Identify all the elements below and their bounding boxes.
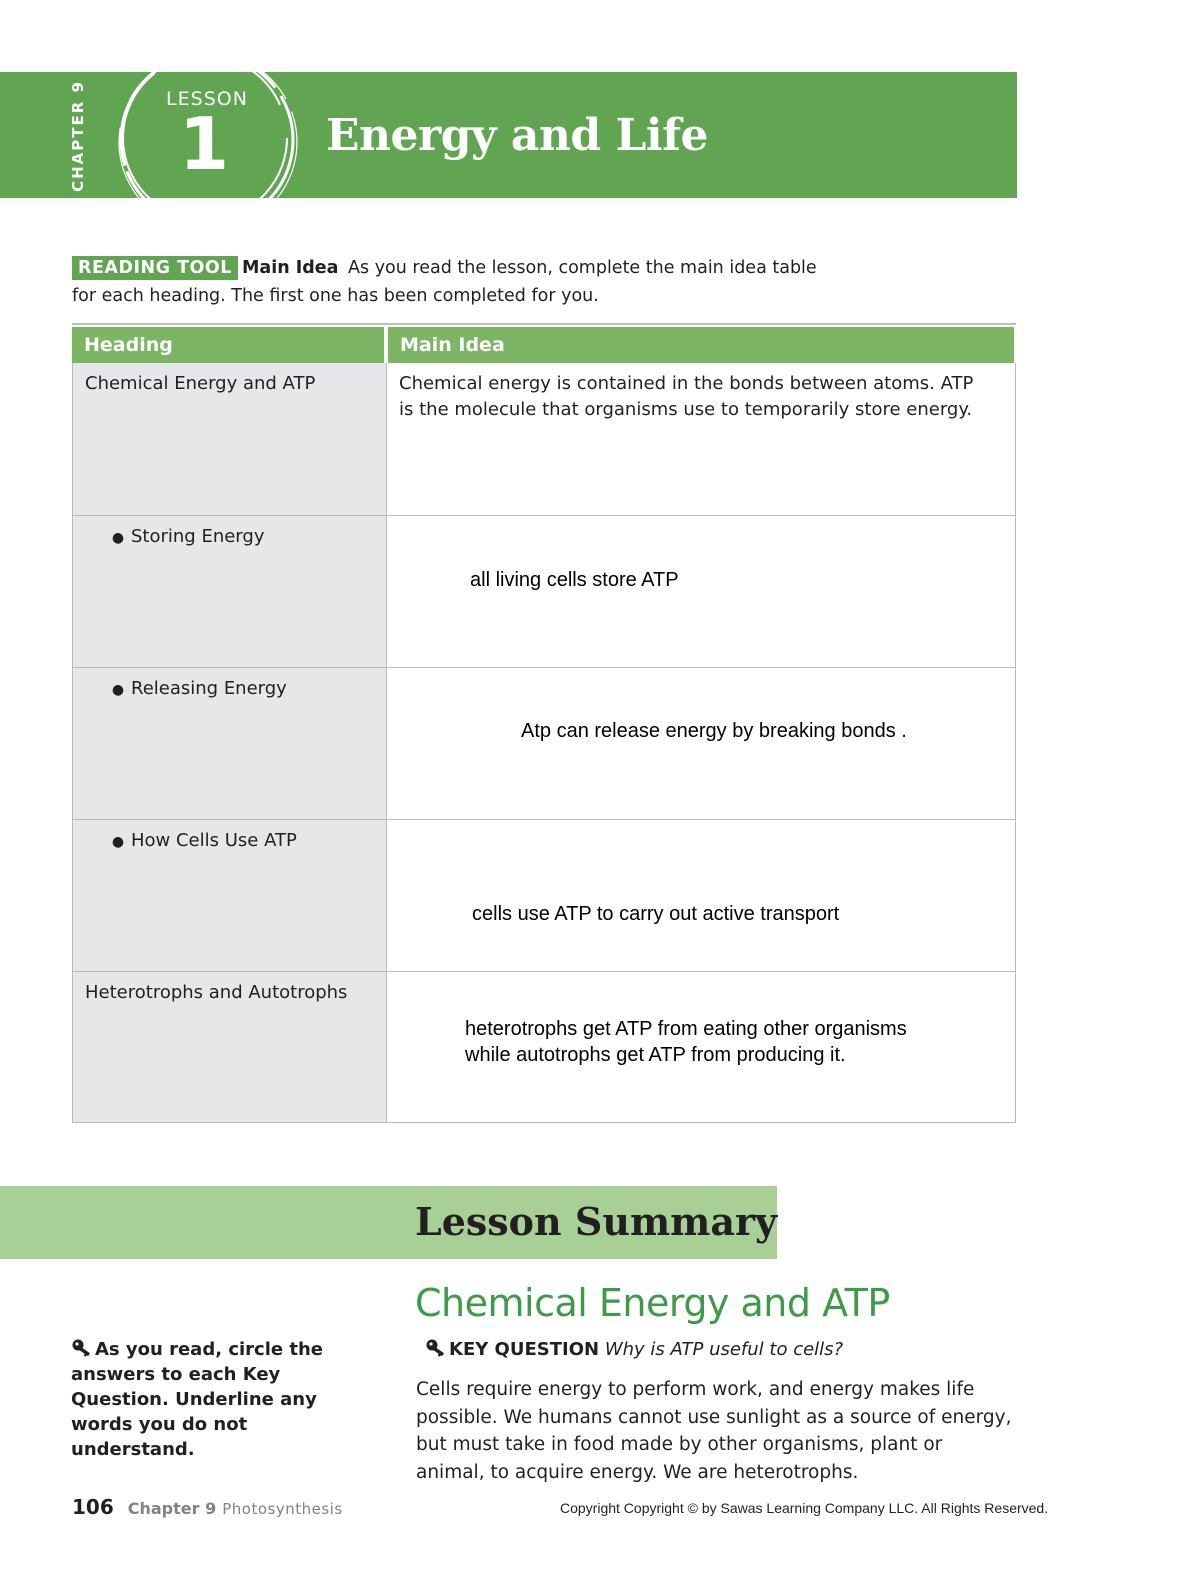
row-heading-cell: [72, 972, 387, 1122]
answer-text: Atp can release energy by breaking bonds .: [521, 720, 907, 742]
bullet-icon: ●: [111, 530, 125, 546]
row-heading-cell: [72, 668, 387, 819]
table-row: [72, 972, 1016, 1123]
main-idea-text: Chemical energy is contained in the bonds between atoms. ATP is the molecule that organisms use to temporarily store energy.: [399, 373, 974, 420]
chapter-label: CHAPTER 9: [69, 80, 87, 192]
answer-text-line-2: while autotrophs get ATP from producing it.: [465, 1044, 846, 1066]
table-row: [72, 820, 1016, 972]
page-title: Energy and Life: [326, 110, 709, 161]
key-question-text: Why is ATP useful to cells?: [604, 1339, 844, 1360]
key-icon: [425, 1338, 447, 1358]
page-footer: [72, 1495, 343, 1519]
column-header-main-idea: Main Idea: [388, 327, 1014, 363]
main-idea-cell[interactable]: [387, 363, 1016, 515]
side-note: [71, 1337, 371, 1462]
key-icon: [71, 1338, 93, 1358]
footer-chapter: Chapter 9: [127, 1499, 217, 1518]
copyright-notice: Copyright Copyright © by Sawas Learning Company LLC. All Rights Reserved.: [560, 1500, 1049, 1516]
section-title: Chemical Energy and ATP: [415, 1281, 890, 1325]
lesson-number: 1: [178, 102, 230, 186]
row-heading: How Cells Use ATP: [131, 830, 297, 851]
main-idea-cell[interactable]: [387, 972, 1016, 1122]
reading-tool-text: As you read the lesson, complete the main idea table for each heading. The first one has been completed for you.: [72, 258, 817, 306]
lesson-label: LESSON: [166, 88, 248, 110]
page-number: 106: [72, 1495, 114, 1519]
row-heading: Releasing Energy: [131, 678, 287, 699]
key-question-label: KEY QUESTION: [449, 1339, 600, 1360]
chapter-label-vertical: [58, 80, 98, 192]
table-header-row: [72, 323, 1016, 363]
answer-text-line-1: heterotrophs get ATP from eating other organisms: [465, 1018, 907, 1040]
main-idea-cell[interactable]: [387, 668, 1016, 819]
reading-tool-instructions: [72, 254, 832, 310]
bullet-icon: ●: [111, 834, 125, 850]
row-heading-cell: [72, 820, 387, 971]
reading-tool-tag: READING TOOL: [72, 256, 238, 280]
main-idea-table: [72, 323, 1016, 1123]
bullet-icon: ●: [111, 682, 125, 698]
row-heading: Heterotrophs and Autotrophs: [85, 982, 348, 1003]
answer-text: all living cells store ATP: [470, 569, 679, 591]
table-row: [72, 668, 1016, 820]
summary-paragraph: Cells require energy to perform work, and energy makes life possible. We humans cannot use sunlight as a source of energy, but must take in food made by other organisms, plant or animal, to acquire energy. We are heterotrophs.: [416, 1379, 1012, 1483]
column-header-heading: Heading: [72, 327, 384, 363]
row-heading-cell: [72, 363, 387, 515]
key-question: [425, 1337, 843, 1363]
row-heading-cell: [72, 516, 387, 667]
lesson-summary-title: Lesson Summary: [415, 1199, 778, 1244]
footer-topic: Photosynthesis: [222, 1500, 343, 1518]
reading-tool-label: Main Idea: [241, 258, 339, 278]
main-idea-cell[interactable]: [387, 516, 1016, 667]
table-row: [72, 363, 1016, 516]
side-note-text: As you read, circle the answers to each Key Question. Underline any words you do not understand.: [71, 1339, 323, 1460]
main-idea-cell[interactable]: [387, 820, 1016, 971]
row-heading: Chemical Energy and ATP: [85, 373, 316, 394]
row-heading: Storing Energy: [131, 526, 265, 547]
answer-text: cells use ATP to carry out active transport: [472, 903, 840, 925]
table-row: [72, 516, 1016, 668]
